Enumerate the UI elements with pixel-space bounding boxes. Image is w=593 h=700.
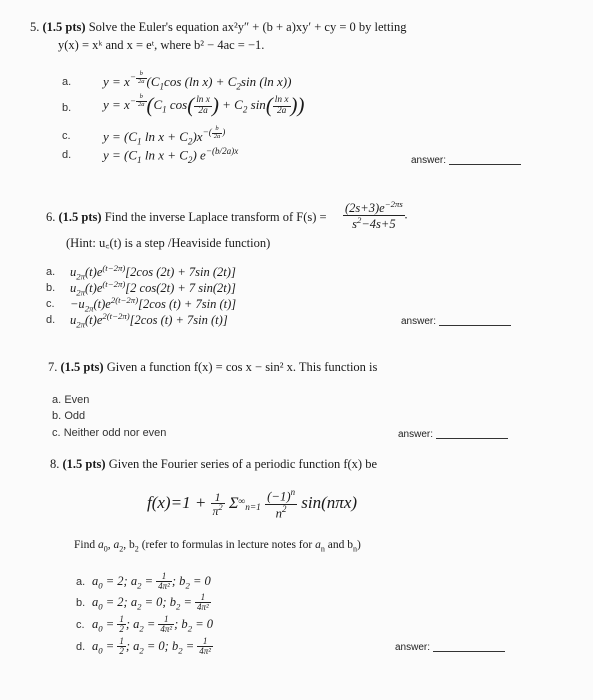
q8-stem-text: Given the Fourier series of a periodic function f(x) be xyxy=(108,457,377,471)
q5-stem-line2: y(x) = xᵏ and x = eᵗ, where b² − 4ac = −1. xyxy=(58,38,265,52)
q8-option-b[interactable]: $a_0 = 2$; $a_2 = 0$; $b_2$ = $\frac{1}{\text{4π²}}$ xyxy=(92,592,209,613)
q5-stem-line1: Solve the Euler's equation ax²y″ + (b + a)xy′ + cy = 0 by letting xyxy=(88,20,407,34)
q7-option-c-text: Neither odd nor even xyxy=(63,427,167,439)
q7-answer-line[interactable] xyxy=(436,438,508,439)
q7-answer-label: answer: xyxy=(398,429,434,440)
q5-option-c-letter: c. xyxy=(62,130,71,142)
q8-option-a[interactable]: $a_0 = 2$; $a_2$ = $\frac{1}{\text{4π²}}$ ; $b_2 = 0$ xyxy=(92,571,211,592)
q8-find: Find $a_0$, $a_2$, $b_2$ (refer to formulas in lecture notes for $a_n$ and $b_n$) xyxy=(74,539,361,554)
q7-option-c-letter: c. xyxy=(52,427,61,439)
q8-number: 8. xyxy=(50,457,60,471)
q8-option-d[interactable]: $a_0$ = $\frac{1}{2}$ ; $a_2 = 0$; $b_2$ = $\frac{1}{\text{4π²}}$ xyxy=(92,636,211,657)
q5-number: 5. xyxy=(30,20,40,34)
q7-points: (1.5 pts) xyxy=(60,360,104,374)
q7-option-a-letter: a. xyxy=(52,394,62,406)
q8-option-d-letter: d. xyxy=(76,641,86,653)
q7-option-b-letter: b. xyxy=(52,410,62,422)
q6-option-a-letter: a. xyxy=(46,266,56,278)
q8-points: (1.5 pts) xyxy=(62,457,106,471)
q7-stem-text: Given a function f(x) = cos x − sin² x. This function is xyxy=(106,360,378,374)
q5-option-b-letter: b. xyxy=(62,102,72,114)
q7-option-a[interactable] xyxy=(52,392,89,407)
q7-answer[interactable] xyxy=(398,429,508,440)
q6-stem xyxy=(46,210,327,225)
q6-option-c-letter: c. xyxy=(46,298,55,310)
q8-answer-label: answer: xyxy=(395,642,431,653)
q6-answer[interactable] xyxy=(401,316,511,327)
q5-option-b[interactable]: $y = x^{- \frac{b}{2a}}$ ($C_1$ cos( $\frac{\text{ln x}}{2a}$ ) + $C_2$ sin( $\frac{\text{ln x}}{2a}$ )) xyxy=(103,93,305,117)
q8-option-b-letter: b. xyxy=(76,597,86,609)
q5-option-d[interactable]: $y = (C_1$ $\ln x + C_2$) $e^{-(b/2a)x}$ xyxy=(103,146,239,165)
q5-answer-line[interactable] xyxy=(449,164,521,165)
q5-option-a-letter: a. xyxy=(62,76,72,88)
q8-stem xyxy=(50,457,377,472)
q6-option-b-letter: b. xyxy=(46,282,56,294)
q6-option-b[interactable]: $u_{2\pi}(t)e^{(t-2\pi)}[2$ cos(2t) + 7 sin(2t)] xyxy=(70,279,236,298)
q8-option-a-letter: a. xyxy=(76,576,86,588)
q6-option-c[interactable]: $-u_{2\pi}(t)e^{2(t-2\pi)}[2\cos$ (t) + 7sin (t)] xyxy=(70,295,237,314)
q5-option-a[interactable]: $y = x^{- \frac{b}{2a}}$ ($C_1\cos$ (ln $x) + C_2\sin$ (ln x)) xyxy=(103,70,292,92)
q7-option-c[interactable] xyxy=(52,425,166,440)
q8-option-c-letter: c. xyxy=(76,619,85,631)
q7-stem xyxy=(48,360,377,375)
q6-stem-text: Find the inverse Laplace transform of F(s) = xyxy=(104,210,327,224)
q6-answer-line[interactable] xyxy=(439,325,511,326)
q6-fraction: $\frac{(2s+3)e^{-2\pi s}}{s^2-4s+5}$ . xyxy=(345,199,408,232)
q8-answer-line[interactable] xyxy=(433,651,505,652)
q8-fourier-formula: f(x)=1 + $\frac{1}{\pi^2}$ Σ∞n=1 $\frac{(-1)^n}{n^2}$ sin(nπx) xyxy=(147,487,358,520)
q6-numerator: $(2s+3)e^{-2\pi s}$ xyxy=(345,199,403,216)
q6-answer-label: answer: xyxy=(401,316,437,327)
q5-option-c[interactable]: $y = (C_1$ $\ln x + C_2)x^{-( \frac{b}{2a} )}$ xyxy=(103,125,226,147)
q8-option-c[interactable]: $a_0$ = $\frac{1}{2}$ ; $a_2$ = $\frac{1}{\text{4π²}}$ ; $b_2 = 0$ xyxy=(92,614,213,635)
q6-hint: (Hint: u꜀(t) is a step /Heaviside function) xyxy=(66,236,271,250)
q5-option-d-letter: d. xyxy=(62,149,72,161)
q7-option-b-text: Odd xyxy=(64,410,86,422)
q5-answer-label: answer: xyxy=(411,155,447,166)
q6-option-d-letter: d. xyxy=(46,314,56,326)
q5-answer[interactable] xyxy=(411,155,521,166)
q8-answer[interactable] xyxy=(395,642,505,653)
q7-option-b[interactable] xyxy=(52,408,85,423)
q5-stem xyxy=(30,20,406,35)
q6-option-d[interactable]: $u_{2\pi}(t)e^{2(t-2\pi)}[2\cos$ (t) + 7sin (t)] xyxy=(70,311,228,330)
q6-points: (1.5 pts) xyxy=(58,210,102,224)
q6-number: 6. xyxy=(46,210,56,224)
q7-option-a-text: Even xyxy=(64,394,90,406)
q6-option-a[interactable]: $u_{2\pi}(t)e^{(t-2\pi)}[2\cos$ (2t) + 7sin (2t)] xyxy=(70,263,236,282)
q7-number: 7. xyxy=(48,360,58,374)
q6-denominator: $s^2-4s+5$ xyxy=(352,215,396,232)
q5-points: (1.5 pts) xyxy=(42,20,86,34)
